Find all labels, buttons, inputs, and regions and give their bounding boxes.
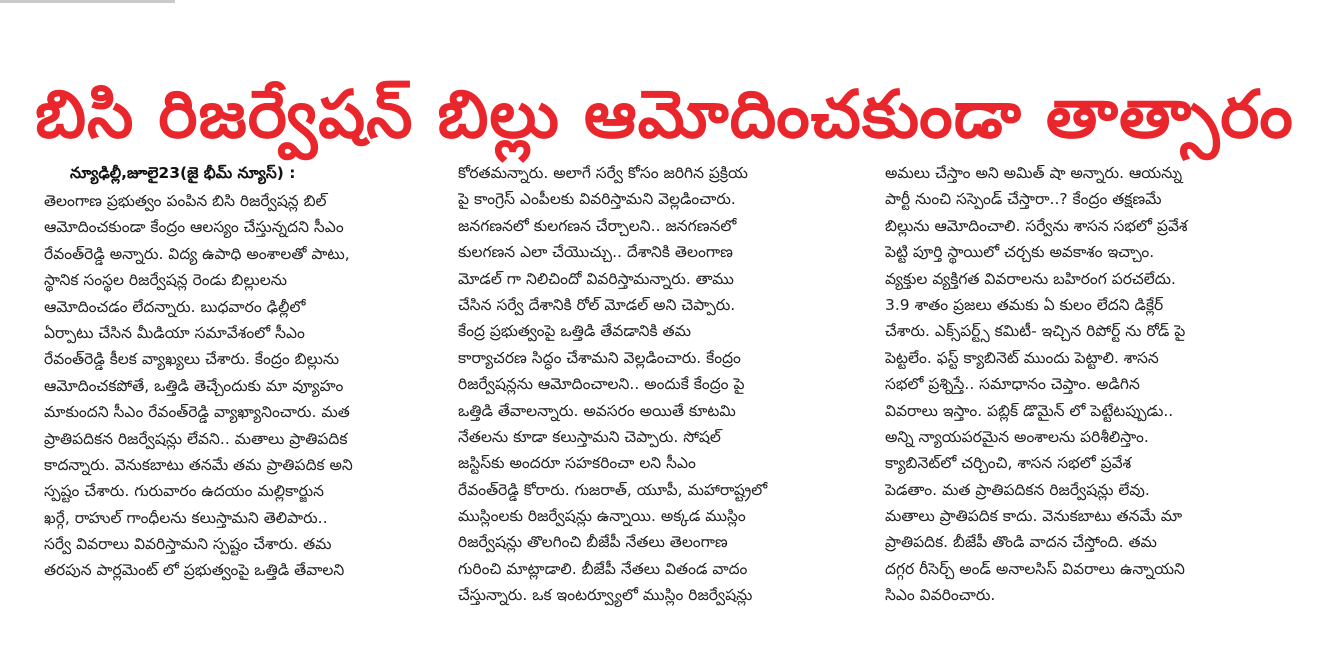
- column-line: దగ్గర రీసెర్చ్ అండ్ అనాలసిస్ వివరాలు ఉన్నాయని: [885, 559, 1185, 578]
- column-line: ప్రాతిపదిక. బీజేపీ తొండి వాదన చేస్తోంది. తమ: [885, 533, 1157, 552]
- column-line: ఆమోదించకపోతే, ఒత్తిడి తెచ్చేందుకు మా వ్యూహం: [44, 376, 344, 395]
- column-line: అన్ని న్యాయపరమైన అంశాలను పరిశీలిస్తాం.: [885, 427, 1149, 446]
- column-line: ఖర్గే, రాహుల్ గాంధీలను కలుస్తామని తెలిపారు..: [44, 508, 328, 527]
- column-line: మోడల్ గా నిలిచిందో వివరిస్తామన్నారు. తాము: [458, 269, 734, 288]
- column-line: జనగణనలో కులగణన చేర్చాలని.. జనగణనలో: [458, 216, 737, 235]
- column-line: రిజర్వేషన్లు తొలగించి బీజేపీ నేతలు తెలంగాణ: [458, 533, 728, 552]
- headline: బిసి రిజర్వేషన్ బిల్లు ఆమోదించకుండా తాత్సారం: [35, 75, 1294, 153]
- column-line: పై కాంగ్రెస్ ఎంపీలకు వివరిస్తామని వెల్లడించారు.: [458, 190, 736, 209]
- column-line: రిజర్వేషన్లను ఆమోదించాలని.. అందుకే కేంద్రం పై: [458, 375, 745, 394]
- column-line: వివరాలు ఇస్తాం. పబ్లిక్ డొమైన్ లో పెట్టేటప్పుడు..: [885, 401, 1174, 420]
- article-column-1: [44, 188, 450, 584]
- column-line: తెలంగాణ ప్రభుత్వం పంపిన బిసి రిజర్వేషన్ల బిల్: [44, 192, 327, 210]
- column-line: కోరతమన్నారు. అలాగే సర్వే కోసం జరిగిన ప్రక్రియ: [458, 164, 748, 182]
- column-line: 3.9 శాతం ప్రజలు తమకు ఏ కులం లేదని డిక్లేర్: [885, 295, 1164, 314]
- column-line: ప్రాతిపదికన రిజర్వేషన్లు లేవని.. మతాలు ప్రాతిపదిక: [44, 429, 348, 448]
- column-line: స్థానిక సంస్థల రిజర్వేషన్ల రెండు బిల్లులను: [44, 271, 287, 290]
- column-line: వ్యక్తుల వ్యక్తిగత వివరాలను బహిరంగ పరచలేదు.: [885, 269, 1176, 288]
- column-line: మాకుందని సీఎం రేవంత్‌రెడ్డి వ్యాఖ్యానించారు. మత: [44, 403, 350, 422]
- column-line: జస్టిస్‌కు అందరూ సహకరించా లని సీఎం: [458, 454, 696, 473]
- column-line: సభలో ప్రశ్నిస్తే.. సమాధానం చెప్తాం. అడిగిన: [885, 375, 1140, 394]
- column-line: క్యాబినెట్‌లో చర్చించి, శాసన సభలో ప్రవేశ: [885, 454, 1132, 473]
- column-line: రేవంత్‌రెడ్డి అన్నారు. విద్య ఉపాధి అంశాలతో పాటు,: [44, 244, 350, 263]
- column-line: పెట్టి పూర్తి స్థాయిలో చర్చకు అవకాశం ఇచ్చాం.: [885, 243, 1155, 262]
- column-line: మతాలు ప్రాతిపదిక కాదు. వెనుకబాటు తనమే మా: [885, 507, 1183, 526]
- column-line: రేవంత్‌రెడ్డి కోరారు. గుజరాత్, యూపీ, మహారాష్ట్రలో: [458, 480, 768, 499]
- column-line: కార్యాచరణ సిద్ధం చేశామని వెల్లడించారు. కేంద్రం: [458, 348, 741, 367]
- column-line: బిల్లును ఆమోదించాలి. సర్వేను శాసన సభలో ప్రవేశ: [885, 216, 1188, 235]
- column-line: పెడతాం. మత ప్రాతిపదికన రిజర్వేషన్లు లేవు.: [885, 480, 1150, 499]
- column-line: పెట్టలేం. ఫస్ట్ క్యాబినెట్ ముందు పెట్టాలి. శాసన: [885, 348, 1159, 367]
- article-column-3: [885, 160, 1311, 609]
- column-line: ఒత్తిడి తేవాలన్నారు. అవసరం అయితే కూటమి: [458, 401, 736, 420]
- column-line: చేసిన సర్వే దేశానికి రోల్ మోడల్ అని చెప్పారు.: [458, 295, 736, 314]
- column-line: ఏర్పాటు చేసిన మీడియా సమావేశంలో సీఎం: [44, 323, 305, 342]
- article-column-2: [458, 160, 876, 609]
- column-line: చేశారు. ఎక్స్‌పర్ట్స్ కమిటీ- ఇచ్చిన రిపోర్ట్ ను రోడ్ పై: [885, 322, 1186, 341]
- column-line: స్పష్టం చేశారు. గురువారం ఉదయం మల్లికార్జున: [44, 482, 325, 501]
- column-line: రేవంత్‌రెడ్డి కీలక వ్యాఖ్యలు చేశారు. కేంద్రం బిల్లును: [44, 350, 340, 369]
- column-line: సర్వే వివరాలు వివరిస్తామని స్పష్టం చేశారు. తమ: [44, 535, 332, 554]
- column-line: కేంద్ర ప్రభుత్వంపై ఒత్తిడి తేవడానికి తమ: [458, 322, 691, 341]
- column-line: సిఎం వివరించారు.: [885, 586, 996, 605]
- column-line: చేస్తున్నారు. ఒక ఇంటర్వ్యూలో ముస్లిం రిజర్వేషన్లు: [458, 586, 753, 605]
- column-line: గురించి మాట్లాడాలి. బీజేపీ నేతలు వితండ వాదం: [458, 559, 748, 578]
- column-line: ముస్లింలకు రిజర్వేషన్లు ఉన్నాయి. అక్కడ ముస్లిం: [458, 507, 746, 526]
- column-line: కులగణన ఎలా చేయొచ్చు.. దేశానికి తెలంగాణ: [458, 243, 733, 262]
- dateline: న్యూఢిల్లీ,జూలై23(జై భీమ్ న్యూస్) :: [70, 164, 296, 182]
- column-line: అమలు చేస్తాం అని అమిత్ షా అన్నారు. ఆయన్ను: [885, 164, 1183, 182]
- column-line: తరపున పార్లమెంట్ లో ప్రభుత్వంపై ఒత్తిడి తేవాలని: [44, 561, 345, 580]
- top-border-strip: [0, 0, 175, 3]
- column-line: ఆమోదించకుండా కేంద్రం ఆలస్యం చేస్తున్నదని సీఎం: [44, 218, 344, 237]
- column-line: కాదన్నారు. వెనుకబాటు తనమే తమ ప్రాతిపదిక అని: [44, 455, 353, 474]
- column-line: ఆమోదించడం లేదన్నారు. బుధవారం ఢిల్లీలో: [44, 297, 306, 316]
- column-line: నేతలను కూడా కలుస్తామని చెప్పారు. సోషల్: [458, 427, 721, 446]
- column-line: పార్టీ నుంచి సస్పెండ్ చేస్తారా..? కేంద్రం తక్షణమే: [885, 190, 1162, 209]
